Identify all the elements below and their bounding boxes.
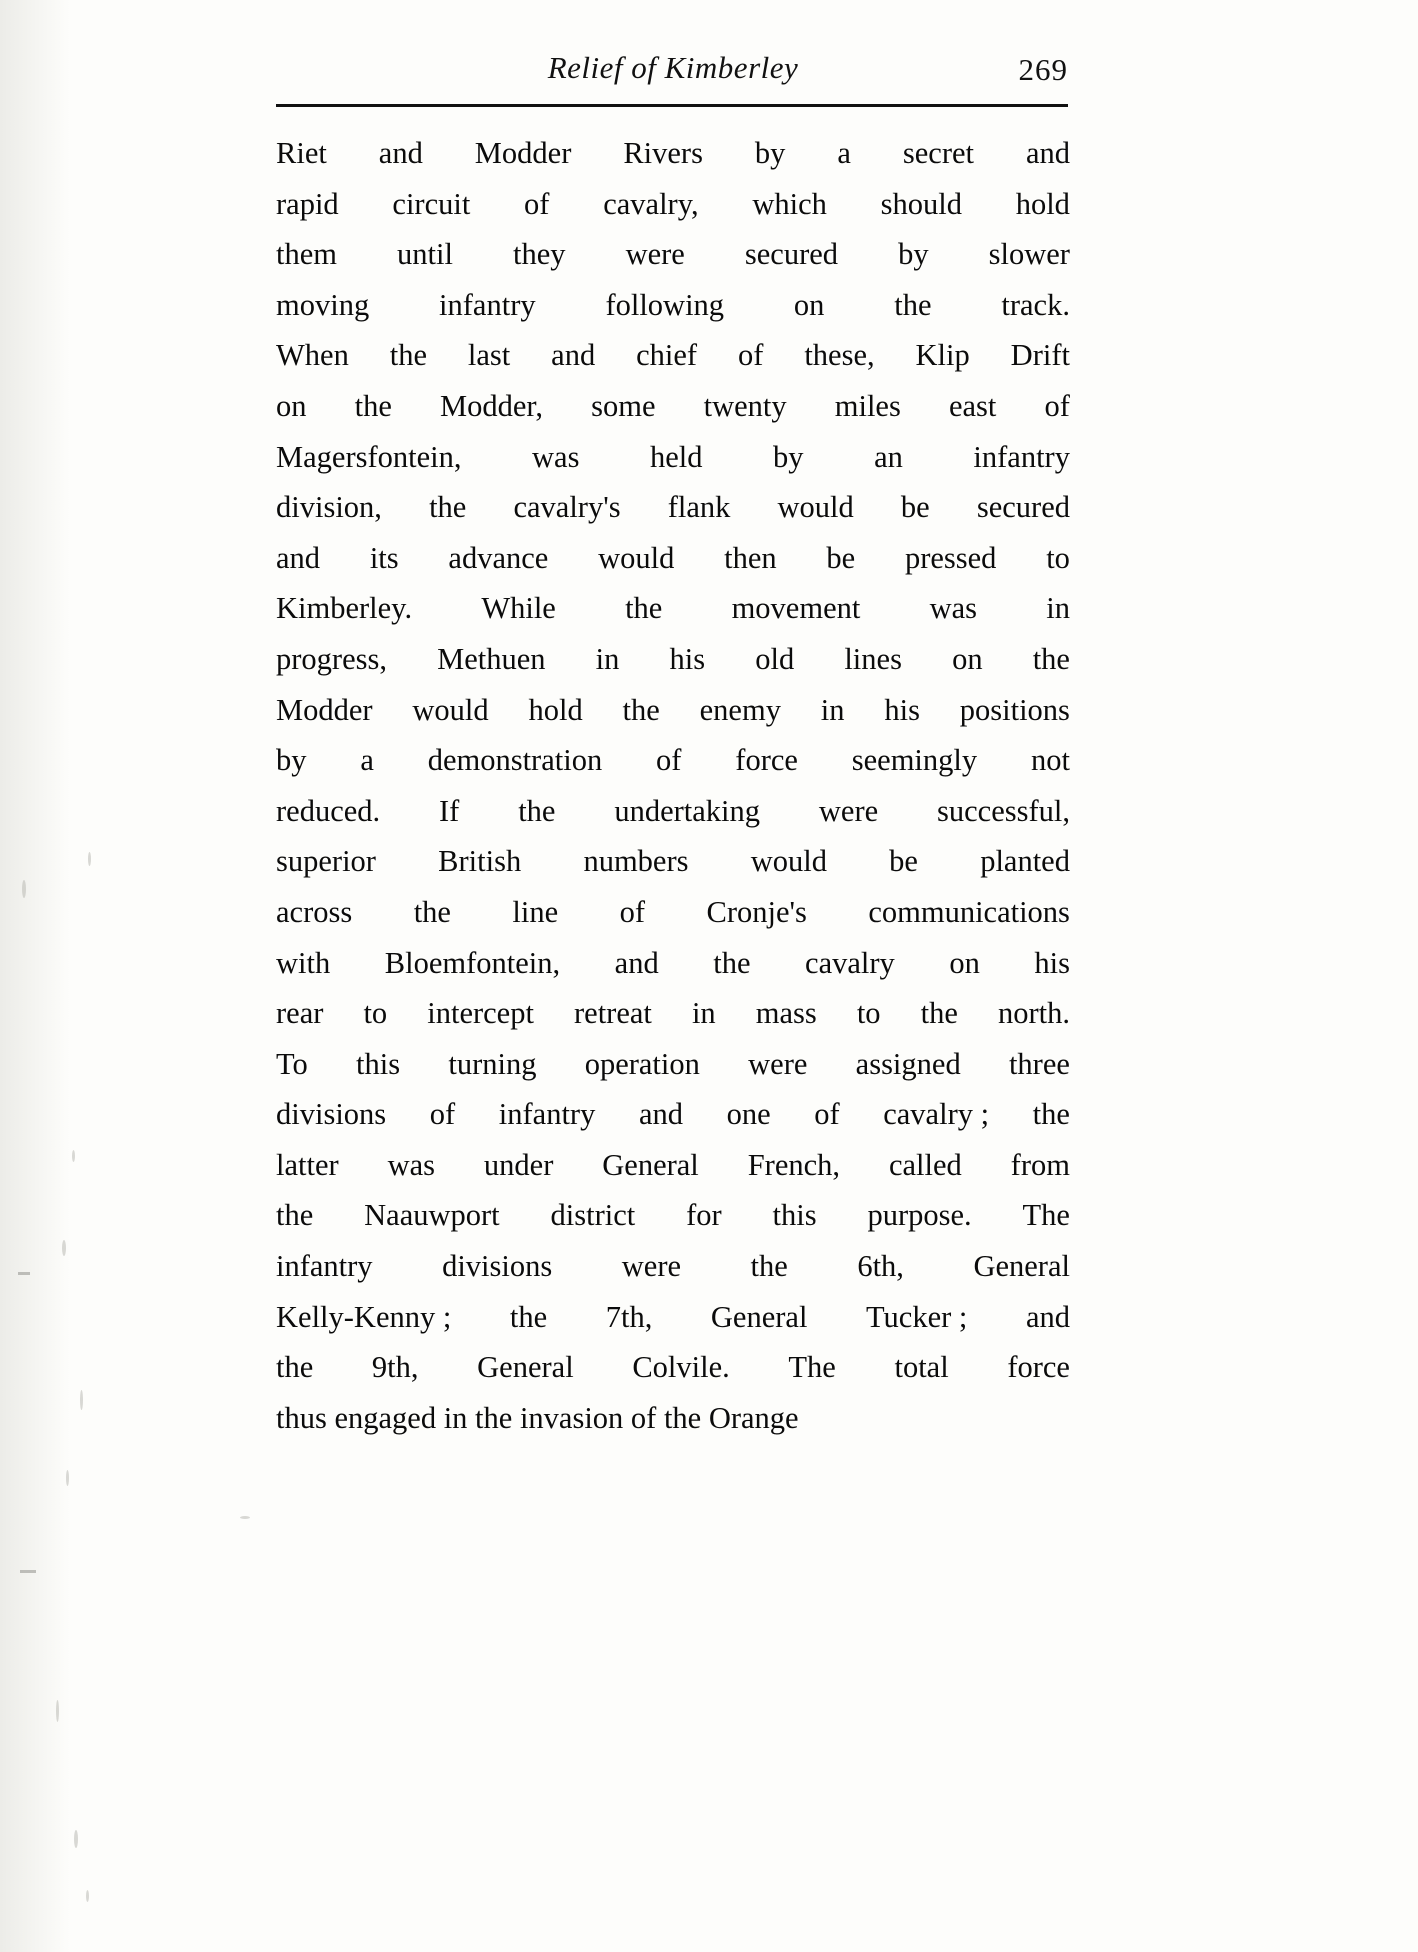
text-word: by <box>898 237 929 272</box>
text-word: across <box>276 894 353 929</box>
text-word: them <box>276 237 337 272</box>
text-word: would <box>598 540 675 575</box>
text-word: on <box>276 388 307 423</box>
text-word: some <box>591 388 656 423</box>
text-word: secured <box>976 490 1070 525</box>
text-word: called <box>888 1147 962 1182</box>
text-word: of <box>656 743 682 778</box>
text-word: positions <box>959 692 1070 727</box>
text-word: seemingly <box>851 743 978 778</box>
text-line <box>276 432 1070 483</box>
text-word: the <box>1032 1097 1070 1132</box>
text-word: infantry <box>973 439 1070 474</box>
text-word: the <box>354 388 392 423</box>
text-word: district <box>550 1198 636 1233</box>
scan-speck <box>86 1890 89 1902</box>
text-line: thus engaged in the invasion of the Orange <box>276 1400 799 1435</box>
text-word: 6th, <box>857 1249 904 1284</box>
text-line <box>276 128 1070 179</box>
text-word: from <box>1010 1147 1070 1182</box>
text-line <box>276 1241 1070 1292</box>
text-word: to <box>1046 540 1070 575</box>
text-word: of <box>619 894 646 929</box>
scan-speck <box>56 1700 59 1722</box>
text-word: was <box>532 439 580 474</box>
text-word: would <box>412 692 489 727</box>
text-word: Kimberley. <box>276 591 413 626</box>
text-word: flank <box>667 490 731 525</box>
text-line <box>276 685 1070 736</box>
text-word: the <box>1032 641 1070 676</box>
text-word: the <box>389 338 427 373</box>
text-word: slower <box>988 237 1070 272</box>
text-word: the <box>625 591 663 626</box>
text-line <box>276 1342 1070 1393</box>
text-word: be <box>900 490 930 525</box>
text-line <box>276 1190 1070 1241</box>
text-line <box>276 583 1070 634</box>
text-word: one <box>726 1097 771 1132</box>
text-word: in <box>1046 591 1070 626</box>
text-word: British <box>438 844 522 879</box>
text-line <box>276 280 1070 331</box>
text-line <box>276 836 1070 887</box>
running-head-title: Relief of Kimberley <box>547 50 799 85</box>
text-word: Cronje's <box>706 894 807 929</box>
text-word: mass <box>755 996 817 1031</box>
text-line <box>276 887 1070 938</box>
text-word: Drift <box>1010 338 1070 373</box>
text-word: was <box>387 1147 435 1182</box>
text-word: would <box>750 844 827 879</box>
text-word: Kelly-Kenny ; <box>276 1299 452 1334</box>
text-word: following <box>605 287 725 322</box>
text-word: and <box>276 540 321 575</box>
text-line <box>276 229 1070 280</box>
text-word: to <box>363 996 388 1031</box>
text-line <box>276 1140 1070 1191</box>
text-line <box>276 1039 1070 1090</box>
text-word: French, <box>747 1147 841 1182</box>
text-line <box>276 533 1070 584</box>
text-word: and <box>638 1097 683 1132</box>
text-word: secured <box>744 237 839 272</box>
text-word: lines <box>844 641 902 676</box>
text-word: While <box>481 591 556 626</box>
text-word: of <box>814 1097 840 1132</box>
text-word: operation <box>584 1046 700 1081</box>
text-word: by <box>754 136 786 170</box>
text-word: When <box>276 338 349 373</box>
text-word: Modder <box>276 692 373 727</box>
text-word: of <box>1044 388 1070 423</box>
text-word: three <box>1008 1046 1070 1081</box>
text-word: his <box>669 641 706 676</box>
text-word: were <box>748 1046 808 1081</box>
text-word: miles <box>834 388 901 423</box>
text-word: cavalry ; <box>883 1097 990 1132</box>
text-word: in <box>595 641 620 676</box>
text-word: would <box>777 490 854 525</box>
text-word: secret <box>902 136 974 170</box>
text-word: movement <box>731 591 861 626</box>
text-word: Modder, <box>440 388 543 423</box>
text-word: the <box>429 490 467 525</box>
text-word: was <box>929 591 977 626</box>
text-word: The <box>1022 1198 1070 1233</box>
text-word: were <box>625 237 685 272</box>
text-word: force <box>735 743 798 778</box>
text-word: old <box>755 641 795 676</box>
text-word: for <box>686 1198 722 1233</box>
text-word: a <box>360 743 374 778</box>
text-word: advance <box>448 540 549 575</box>
text-word: If <box>439 793 460 828</box>
text-word: General <box>477 1350 574 1385</box>
text-word: Methuen <box>437 641 546 676</box>
text-word: General <box>710 1299 808 1334</box>
text-word: a <box>837 136 851 170</box>
text-word: of <box>738 338 764 373</box>
text-word: planted <box>980 844 1070 879</box>
scan-speck <box>72 1150 75 1162</box>
text-word: twenty <box>703 388 787 423</box>
page-header <box>278 50 1068 100</box>
text-word: line <box>512 894 559 929</box>
scan-speck <box>66 1470 69 1486</box>
text-word: intercept <box>427 996 534 1031</box>
text-word: the <box>518 793 556 828</box>
text-line <box>276 735 1070 786</box>
text-word: successful, <box>937 793 1070 828</box>
text-word: the <box>894 287 932 322</box>
text-word: until <box>397 237 453 272</box>
text-line <box>276 634 1070 685</box>
margin-dash-mark <box>18 1272 30 1275</box>
text-word: in <box>691 996 716 1031</box>
text-word: with <box>276 945 331 980</box>
text-word: undertaking <box>614 793 761 828</box>
scan-speck <box>240 1516 250 1519</box>
text-word: they <box>513 237 566 272</box>
text-word: east <box>948 388 997 423</box>
scan-speck <box>62 1240 66 1256</box>
text-word: and <box>551 338 596 373</box>
text-word: the <box>750 1249 788 1284</box>
text-word: Tucker ; <box>866 1299 968 1334</box>
text-word: then <box>724 540 777 575</box>
text-word: on <box>949 945 980 980</box>
text-word: and <box>614 945 659 980</box>
text-word: which <box>752 186 827 221</box>
text-line <box>276 988 1070 1039</box>
text-word: circuit <box>392 186 471 221</box>
text-word: on <box>952 641 983 676</box>
text-word: superior <box>276 844 376 879</box>
text-word: his <box>884 692 920 727</box>
text-word: retreat <box>574 996 652 1031</box>
text-word: under <box>483 1147 554 1182</box>
text-word: assigned <box>855 1046 961 1081</box>
text-word: latter <box>276 1147 339 1182</box>
text-word: the <box>713 945 751 980</box>
text-word: rapid <box>276 186 339 221</box>
text-word: Modder <box>474 136 572 170</box>
text-word: of <box>429 1097 456 1132</box>
page-number: 269 <box>1018 52 1068 87</box>
text-word: north. <box>997 996 1070 1031</box>
text-word: his <box>1034 945 1070 980</box>
text-word: moving <box>276 287 370 322</box>
text-word: to <box>856 996 881 1031</box>
text-word: Riet <box>276 136 327 170</box>
text-line <box>276 1089 1070 1140</box>
body-paragraph <box>276 128 1070 1443</box>
text-word: and <box>1025 136 1070 170</box>
margin-dash-mark <box>20 1570 36 1573</box>
text-line <box>276 381 1070 432</box>
text-word: To <box>276 1046 308 1081</box>
text-word: be <box>826 540 856 575</box>
text-word: this <box>356 1046 401 1081</box>
text-word: were <box>818 793 879 828</box>
text-word: infantry <box>439 287 536 322</box>
text-word: on <box>793 287 825 322</box>
text-word: progress, <box>276 641 387 676</box>
text-word: 9th, <box>371 1350 419 1385</box>
text-line <box>276 938 1070 989</box>
text-word: communications <box>868 894 1070 929</box>
text-word: and <box>378 136 423 170</box>
text-word: turning <box>448 1046 537 1081</box>
text-word: cavalry, <box>603 186 699 221</box>
text-word: by <box>276 743 307 778</box>
text-word: were <box>621 1249 682 1284</box>
text-word: these, <box>804 338 875 373</box>
text-word: enemy <box>699 692 781 727</box>
text-word: total <box>894 1350 949 1385</box>
text-word: rear <box>276 996 324 1031</box>
text-word: the <box>622 692 660 727</box>
text-word: hold <box>528 692 583 727</box>
text-word: Naauwport <box>364 1198 500 1233</box>
text-word: the <box>509 1299 548 1334</box>
text-word: last <box>467 338 511 373</box>
text-word: 7th, <box>605 1299 653 1334</box>
header-rule <box>276 104 1068 107</box>
text-word: track. <box>1001 287 1070 322</box>
text-word: should <box>880 186 962 221</box>
text-line <box>276 179 1070 230</box>
text-word: the <box>413 894 451 929</box>
text-word: division, <box>276 490 382 525</box>
text-word: purpose. <box>867 1198 972 1233</box>
text-word: infantry <box>276 1249 373 1284</box>
text-line <box>276 330 1070 381</box>
text-word: General <box>602 1147 699 1182</box>
text-word: infantry <box>498 1097 596 1132</box>
text-word: by <box>773 439 804 474</box>
text-word: the <box>920 996 958 1031</box>
text-word: hold <box>1015 186 1070 221</box>
text-word: pressed <box>904 540 997 575</box>
text-word: reduced. <box>276 793 381 828</box>
scan-speck <box>22 880 26 898</box>
text-word: demonstration <box>427 743 603 778</box>
text-word: its <box>369 540 399 575</box>
text-word: the <box>276 1350 314 1385</box>
text-line <box>276 786 1070 837</box>
text-word: The <box>788 1350 836 1385</box>
text-word: General <box>973 1249 1070 1284</box>
scan-speck <box>88 852 91 866</box>
scan-speck <box>74 1830 78 1848</box>
text-word: cavalry <box>805 945 895 980</box>
text-word: the <box>276 1198 314 1233</box>
text-word: Bloemfontein, <box>384 945 561 980</box>
text-word: chief <box>636 338 698 373</box>
text-line <box>276 482 1070 533</box>
text-word: Rivers <box>623 136 703 170</box>
text-word: force <box>1007 1350 1070 1385</box>
page-edge-shading <box>0 0 70 1952</box>
text-word: be <box>889 844 918 879</box>
text-word: cavalry's <box>513 490 621 525</box>
text-word: not <box>1030 743 1070 778</box>
text-word: and <box>1025 1299 1070 1334</box>
text-line <box>276 1292 1070 1343</box>
text-word: divisions <box>442 1249 553 1284</box>
text-word: in <box>820 692 845 727</box>
text-word: this <box>772 1198 817 1233</box>
text-word: Colvile. <box>632 1350 730 1385</box>
text-word: Klip <box>915 338 970 373</box>
text-word: held <box>650 439 703 474</box>
text-word: Magersfontein, <box>276 439 462 474</box>
text-word: of <box>524 186 550 221</box>
scan-speck <box>80 1390 83 1410</box>
text-word: an <box>874 439 903 474</box>
text-word: numbers <box>583 844 689 879</box>
text-word: divisions <box>276 1097 387 1132</box>
